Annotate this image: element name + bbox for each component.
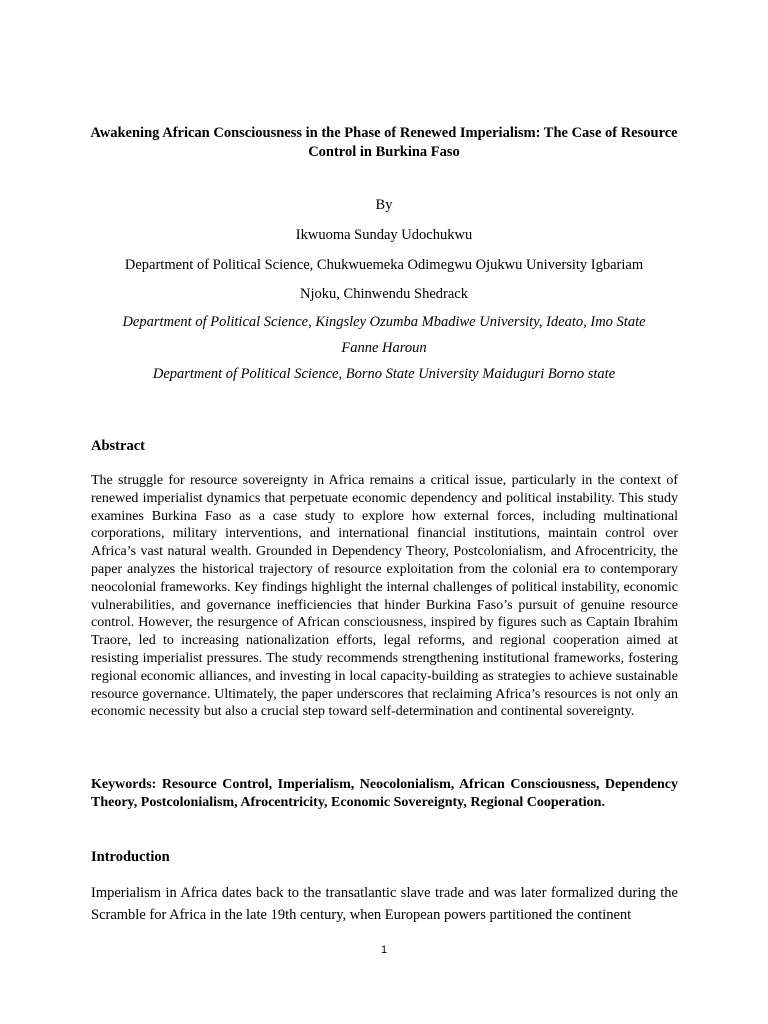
author-affiliation-1: Department of Political Science, Chukwuemeka Odimegwu Ojukwu University Igbariam [124, 257, 644, 273]
page-number: 1 [380, 944, 388, 956]
keywords: Keywords: Resource Control, Imperialism, Neocolonialism, African Consciousness, Dependency Theory, Postcolonialism, Afrocentricity, Economic Sovereignty, Regional Cooperation. [91, 777, 678, 810]
introduction-text: Imperialism in Africa dates back to the transatlantic slave trade and was later formalized during the Scramble for Africa in the late 19th century, when European powers partitioned the continent [91, 885, 678, 923]
byline: By [375, 197, 393, 213]
introduction-heading: Introduction [91, 849, 170, 865]
abstract-text: The struggle for resource sovereignty in Africa remains a critical issue, particularly in the context of renewed imperialist dynamics that perpetuate economic dependency and political instability. This study examines Burkina Faso as a case study to explore how external forces, including multinational corporations, military interventions, and international financial institutions, maintain control over Africa’s vast natural wealth. Grounded in Dependency Theory, Postcolonialism, and Afrocentricity, the paper analyzes the historical trajectory of resource exploitation from the colonial era to contemporary neocolonial frameworks. Key findings highlight the internal challenges of political instability, economic vulnerabilities, and governance inefficiencies that hinder Burkina Faso’s pursuit of genuine resource control. However, the resurgence of African consciousness, inspired by figures such as Captain Ibrahim Traore, led to increasing nationalization efforts, legal reforms, and regional cooperation aimed at resisting imperialist pressures. The study recommends strengthening institutional frameworks, fostering regional economic alliances, and investing in local capacity-building as strategies to achieve sustainable resource governance. Ultimately, the paper underscores that reclaiming Africa’s resources is not only an economic necessity but also a crucial step toward self-determination and continental sovereignty. [91, 473, 678, 720]
paper-title: Awakening African Consciousness in the Phase of Renewed Imperialism: The Case of Resource Control in Burkina Faso [90, 125, 678, 160]
author-affiliation-3: Department of Political Science, Borno State University Maiduguri Borno state [152, 366, 616, 382]
author-affiliation-2: Department of Political Science, Kingsley Ozumba Mbadiwe University, Ideato, Imo State [122, 314, 646, 330]
author-name-2: Njoku, Chinwendu Shedrack [300, 286, 468, 302]
author-name-3: Fanne Haroun [341, 340, 427, 356]
abstract-heading: Abstract [91, 438, 145, 454]
author-name-1: Ikwuoma Sunday Udochukwu [295, 227, 473, 243]
